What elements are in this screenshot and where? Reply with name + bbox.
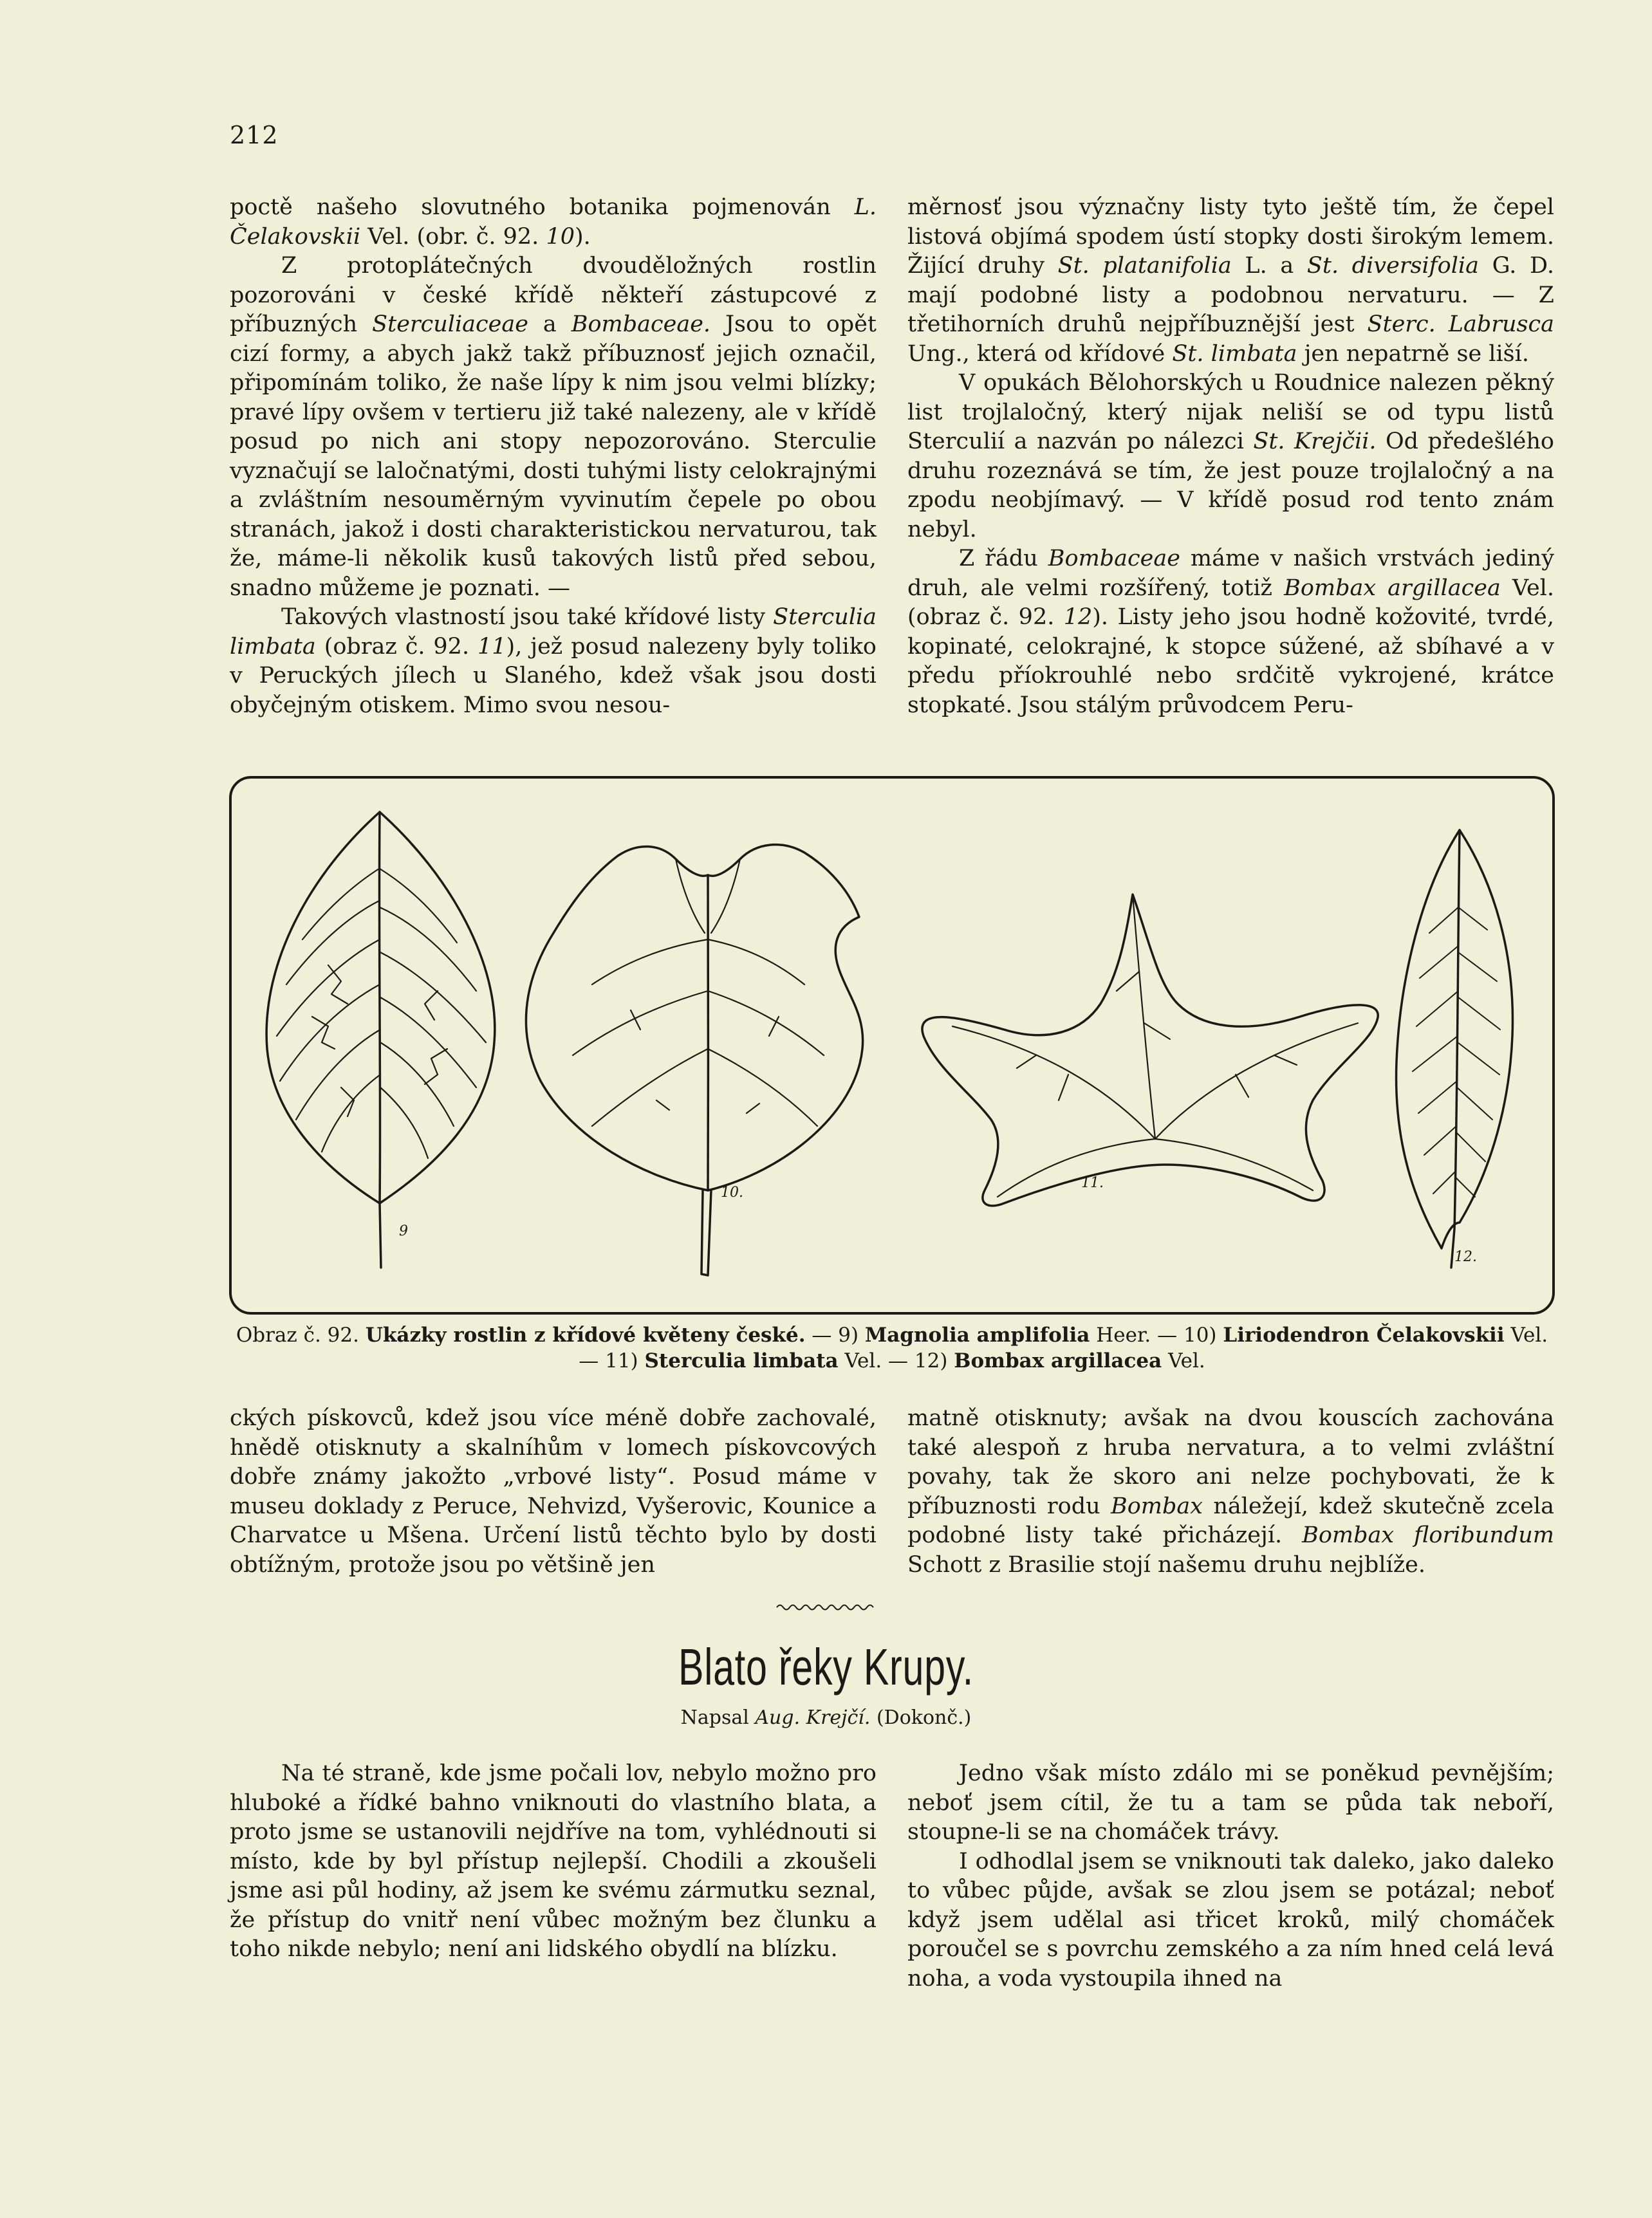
leaf-liriodendron-drawing bbox=[526, 845, 862, 1275]
caption-item4-name: Bombax argillacea bbox=[954, 1349, 1162, 1372]
caption-item1-author: Heer. bbox=[1096, 1324, 1151, 1347]
caption-item1-name: Magnolia amplifolia bbox=[864, 1324, 1090, 1347]
text-column-bottom-left bbox=[230, 1404, 877, 1580]
text-column-top-right bbox=[907, 193, 1554, 720]
caption-item2-name: Liriodendron Čelakovskii bbox=[1223, 1324, 1505, 1347]
figure-label-12: 12. bbox=[1454, 1249, 1477, 1265]
paragraph: měrnosť jsou význačny listy tyto ještě tím, že čepel listová objímá spodem ústí stopky dosti širokým lemem. Žijící druhy St. platanifolia L. a St. diversifolia G. D. mají podobné listy a podobnou nervaturu. — Z třetihorních druhů nejpříbuznější jest Sterc. Labrusca Ung., která od křídové St. limbata jen nepatrně se liší. bbox=[907, 194, 1554, 367]
article-title: Blato řeky Krupy. bbox=[678, 1638, 974, 1696]
paragraph: Z řádu Bombaceae máme v našich vrstvách jediný druh, ale velmi rozšířený, totiž Bombax argillacea Vel. (obraz č. 92. 12). Listy jeho jsou hodně kožovité, tvrdé, kopinaté, celokrajné, k stopce súžené, až sbíhavé a v předu příokrouhlé nebo srdčitě vykrojené, krátce stopkaté. Jsou stálým průvodcem Peru- bbox=[907, 546, 1554, 718]
paragraph: ckých pískovců, kdež jsou více méně dobře zachovalé, hnědě otisknuty a skalníhům v lomech pískovcových dobře známy jakožto „vrbové listy“. Posud máme v museu doklady z Peruce, Nehvizd, Vyšerovic, Kounice a Charvatce u Mšena. Určení listů těchto bylo by dosti obtížným, protože jsou po většině jen bbox=[230, 1405, 877, 1578]
leaf-sterculia-drawing bbox=[922, 894, 1378, 1206]
article-column-left bbox=[230, 1759, 877, 1964]
paragraph: matně otisknuty; avšak na dvou kouscích zachována také alespoň z hruba nervatura, a to velmi zvláštní povahy, tak že skoro ani nelze pochybovati, že k příbuznosti rodu Bombax náležejí, kdež skutečně zcela podobné listy také přicházejí. Bombax floribundum Schott z Brasilie stojí našemu druhu nejblíže. bbox=[907, 1405, 1554, 1578]
caption-item4-author: Vel. bbox=[1168, 1349, 1205, 1372]
text-column-top-left bbox=[230, 193, 877, 720]
page-number: 212 bbox=[230, 121, 279, 149]
section-divider-ornament bbox=[775, 1601, 878, 1614]
figure-label-11: 11. bbox=[1081, 1175, 1104, 1191]
paragraph: Jedno však místo zdálo mi se poněkud pevnějším; neboť jsem cítil, že tu a tam se půda tak neboří, stoupne-li se na chomáček trávy. bbox=[907, 1761, 1554, 1845]
leaf-bombax-drawing bbox=[1397, 830, 1513, 1268]
article-column-right bbox=[907, 1759, 1554, 1993]
byline-author: Aug. Krejčí. bbox=[755, 1706, 871, 1729]
figure-label-10: 10. bbox=[721, 1185, 743, 1201]
caption-item2-num: — 10) bbox=[1157, 1324, 1217, 1347]
byline-suffix: (Dokonč.) bbox=[876, 1706, 972, 1729]
caption-item3-num: — 11) bbox=[579, 1349, 638, 1372]
figure-caption bbox=[228, 1322, 1555, 1374]
figure-leaf-illustrations bbox=[229, 776, 1555, 1315]
leaf-drawings bbox=[232, 779, 1552, 1312]
paragraph: Na té straně, kde jsme počali lov, nebylo možno pro hluboké a řídké bahno vniknouti do vlastního blata, a proto jsme se ustanovili nejdříve na tom, vyhlédnouti si místo, kde by byl přístup nejlepší. Chodili a zkoušeli jsme asi půl hodiny, až jsem ke svému zármutku seznal, že přístup do vnitř není vůbec možným bez člunku a toho nikde nebylo; není ani lidského obydlí na blízku. bbox=[230, 1761, 877, 1962]
caption-prefix: Obraz č. 92. bbox=[236, 1324, 359, 1347]
caption-item3-name: Sterculia limbata bbox=[644, 1349, 839, 1372]
article-byline bbox=[0, 1706, 1652, 1729]
paragraph: V opukách Bělohorských u Roudnice nalezen pěkný list trojlaločný, který nijak neliší se od typu listů Sterculií a nazván po nálezci St. Krejčii. Od předešlého druhu rozeznává se tím, že jest pouze trojlaločný a na zpodu neobjímavý. — V křídě posud rod tento znám nebyl. bbox=[907, 370, 1554, 542]
leaf-magnolia-drawing bbox=[266, 812, 495, 1268]
byline-prefix: Napsal bbox=[680, 1706, 749, 1729]
figure-label-9: 9 bbox=[399, 1223, 408, 1239]
caption-item2-author: Vel. bbox=[1510, 1324, 1548, 1347]
paragraph: Takových vlastností jsou také křídové listy Sterculia limbata (obraz č. 92. 11), jež posud nalezeny byly toliko v Peruckých jílech u Slaného, kdež však jsou dosti obyčejným otiskem. Mimo svou nesou- bbox=[230, 604, 877, 718]
caption-item4-num: — 12) bbox=[888, 1349, 948, 1372]
caption-item1-num: — 9) bbox=[812, 1324, 859, 1347]
paragraph: poctě našeho slovutného botanika pojmenován L. Čelakovskii Vel. (obr. č. 92. 10). bbox=[230, 194, 877, 250]
text-column-bottom-right bbox=[907, 1404, 1554, 1580]
caption-title: Ukázky rostlin z křídové květeny české. bbox=[365, 1324, 806, 1347]
paragraph: I odhodlal jsem se vniknouti tak daleko, jako daleko to vůbec půjde, avšak se zlou jsem se potázal; neboť když jsem udělal asi třicet kroků, milý chomáček poroučel se s povrchu zemského a za ním hned celá levá noha, a voda vystoupila ihned na bbox=[907, 1848, 1554, 1992]
caption-item3-author: Vel. bbox=[844, 1349, 882, 1372]
paragraph: Z protoplátečných dvouděložných rostlin pozorováni v české křídě někteří zástupcové z příbuzných Sterculiaceae a Bombaceae. Jsou to opět cizí formy, a abych jakž takž příbuznosť jejich označil, připomínám toliko, že naše lípy k nim jsou velmi blízky; pravé lípy ovšem v tertieru již také nalezeny, ale v křídě posud po nich ani stopy nepozorováno. Sterculie vyznačují se laločnatými, dosti tuhými listy celokrajnými a zvláštním nesouměrným vyvinutím čepele po obou stranách, jakož i dosti charakteristickou nervaturou, tak že, máme-li několik kusů takových listů před sebou, snadno můžeme je poznati. — bbox=[230, 253, 877, 601]
